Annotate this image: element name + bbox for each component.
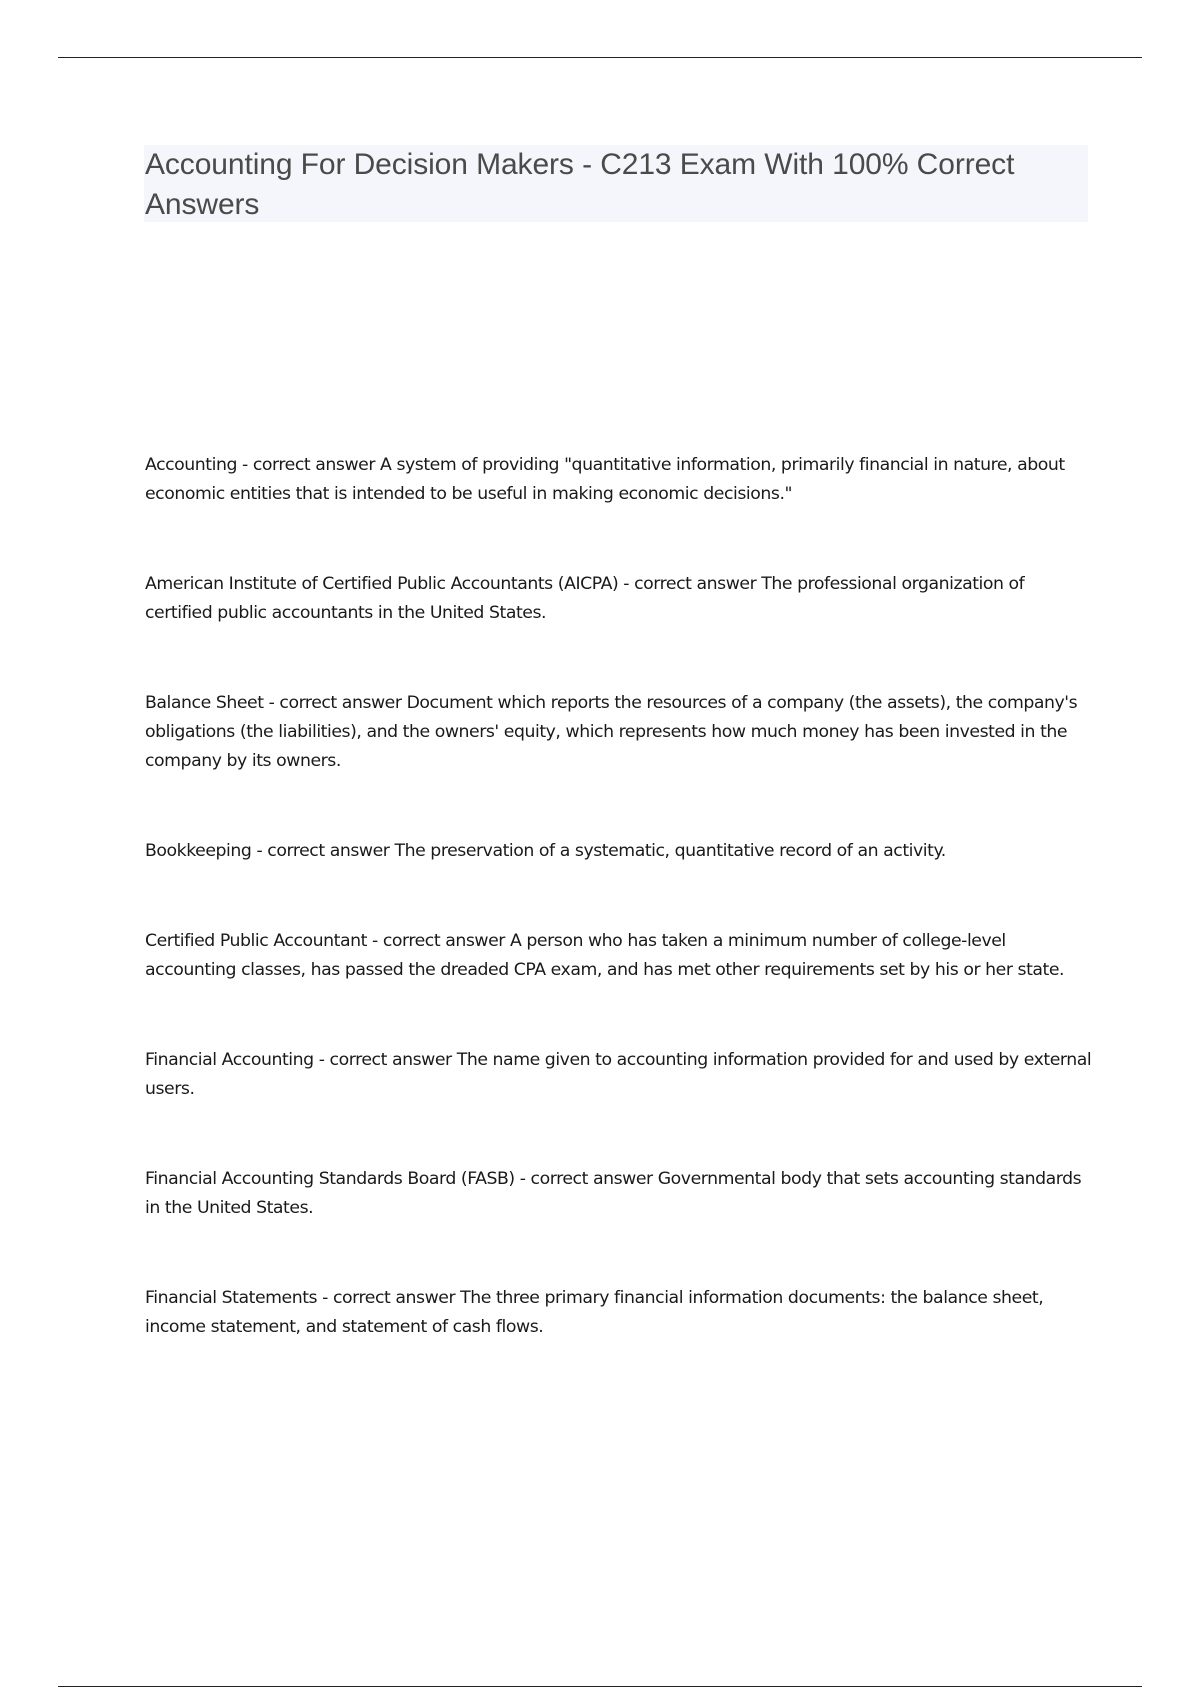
term: Bookkeeping xyxy=(145,841,252,861)
definition: A person who has taken a minimum number of college-level accounting classes, has passed the dreaded CPA exam, and has met other requirements set by his or her state. xyxy=(145,931,1065,980)
separator: - correct answer xyxy=(251,841,395,861)
qa-entry-fasb xyxy=(145,1165,1095,1223)
bottom-rule xyxy=(58,1686,1142,1687)
definition: The preservation of a systematic, quantitative record of an activity. xyxy=(394,841,946,861)
term: American Institute of Certified Public Accountants (AICPA) xyxy=(145,574,619,594)
term: Financial Accounting xyxy=(145,1050,314,1070)
separator: - correct answer xyxy=(317,1288,461,1308)
separator: - correct answer xyxy=(313,1050,457,1070)
definition: The professional organization of certified public accountants in the United States. xyxy=(145,574,1025,623)
term: Certified Public Accountant xyxy=(145,931,367,951)
qa-list xyxy=(145,451,1095,1342)
qa-entry-balance-sheet xyxy=(145,689,1095,776)
definition: A system of providing "quantitative information, primarily financial in nature, about economic entities that is intended to be useful in making economic decisions." xyxy=(145,455,1065,504)
separator: - correct answer xyxy=(514,1169,658,1189)
term: Financial Accounting Standards Board (FASB) xyxy=(145,1169,515,1189)
qa-entry-accounting xyxy=(145,451,1095,509)
term: Balance Sheet xyxy=(145,693,264,713)
top-rule xyxy=(58,57,1142,58)
separator: - correct answer xyxy=(237,455,381,475)
term: Accounting xyxy=(145,455,237,475)
qa-entry-aicpa xyxy=(145,570,1095,628)
separator: - correct answer xyxy=(366,931,510,951)
qa-entry-cpa xyxy=(145,927,1095,985)
separator: - correct answer xyxy=(263,693,407,713)
qa-entry-financial-statements xyxy=(145,1284,1095,1342)
qa-entry-bookkeeping xyxy=(145,837,1095,866)
qa-entry-financial-accounting xyxy=(145,1046,1095,1104)
definition: The three primary financial information documents: the balance sheet, income statement, and statement of cash flows. xyxy=(145,1288,1044,1337)
document-title: Accounting For Decision Makers - C213 Exam With 100% Correct Answers xyxy=(145,148,1015,221)
separator: - correct answer xyxy=(618,574,762,594)
definition: The name given to accounting information provided for and used by external users. xyxy=(145,1050,1092,1099)
definition: Document which reports the resources of a company (the assets), the company's obligations (the liabilities), and the owners' equity, which represents how much money has been invested in the company by its owners. xyxy=(145,693,1078,771)
definition: Governmental body that sets accounting standards in the United States. xyxy=(145,1169,1082,1218)
term: Financial Statements xyxy=(145,1288,318,1308)
